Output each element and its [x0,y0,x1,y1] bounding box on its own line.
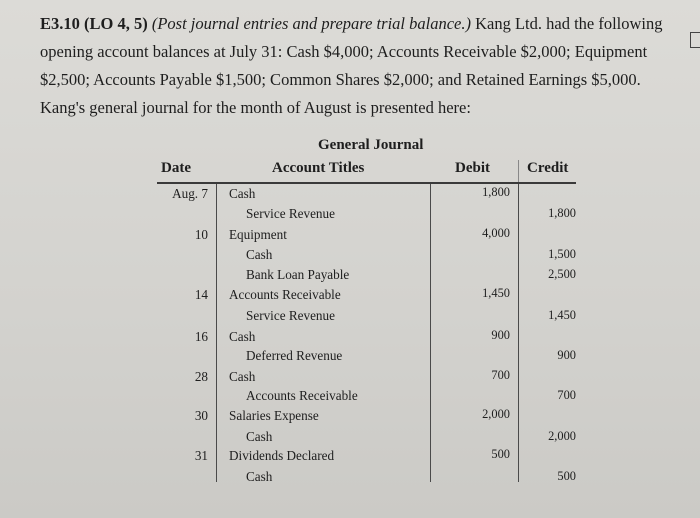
date-column-divider [216,184,217,482]
debit-amount: 2,000 [482,407,510,421]
header-debit: Debit [455,160,490,176]
credit-account-title: Cash [246,247,273,262]
debit-account-title: Cash [229,369,256,384]
debit-account-title: Cash [229,186,256,201]
debit-account-title: Accounts Receivable [229,287,341,302]
credit-account-title: Accounts Receivable [246,388,358,403]
credit-amount: 2,000 [548,429,576,443]
credit-amount: 2,500 [548,267,576,281]
credit-account-title: Cash [246,469,273,484]
credit-amount: 900 [557,348,576,362]
debit-amount: 700 [491,368,510,382]
page-edge-bracket-icon [690,32,700,48]
debit-account-title: Equipment [229,227,287,242]
header-credit: Credit [527,160,569,176]
debit-account-title: Salaries Expense [229,408,319,423]
credit-amount: 1,800 [548,206,576,220]
debit-amount: 1,450 [482,286,510,300]
entry-date: 14 [194,287,208,302]
credit-amount: 500 [557,469,576,483]
exercise-text: Kang Ltd. had the following opening account balances at July 31: Cash $4,000; Accounts Receivable $2,000; Equipment $2,500; Accounts Payable $1,500; Common Shares $2,000; and Retained Earnings $5,000. Kang's general journal for the month of August is presented here: [40,14,663,117]
entry-date: 28 [194,369,208,384]
debit-amount: 4,000 [482,226,510,240]
entry-date: 10 [194,227,208,242]
debit-amount: 900 [491,328,510,342]
credit-amount: 1,450 [548,308,576,322]
credit-account-title: Cash [246,429,273,444]
problem-statement [40,10,680,122]
debit-account-title: Cash [229,329,256,344]
entry-date: 30 [194,408,208,423]
credit-account-title: Deferred Revenue [246,348,343,363]
entry-date: 31 [194,448,208,463]
credit-amount: 1,500 [548,247,576,261]
debit-amount: 500 [491,447,510,461]
credit-amount: 700 [557,388,576,402]
credit-account-title: Bank Loan Payable [246,267,350,282]
header-date: Date [161,160,191,176]
header-divider [518,160,519,182]
credit-account-title: Service Revenue [246,308,335,323]
header-account-titles: Account Titles [272,160,365,176]
exercise-number: E3.10 (LO 4, 5) [40,14,148,33]
header-rule [157,182,576,184]
account-column-divider [430,184,431,482]
debit-amount: 1,800 [482,185,510,199]
entry-date: Aug. 7 [172,186,208,201]
journal-title: General Journal [318,137,424,153]
debit-account-title: Dividends Declared [229,448,335,463]
credit-account-title: Service Revenue [246,206,335,221]
entry-date: 16 [194,329,208,344]
exercise-title: (Post journal entries and prepare trial balance.) [151,14,471,33]
